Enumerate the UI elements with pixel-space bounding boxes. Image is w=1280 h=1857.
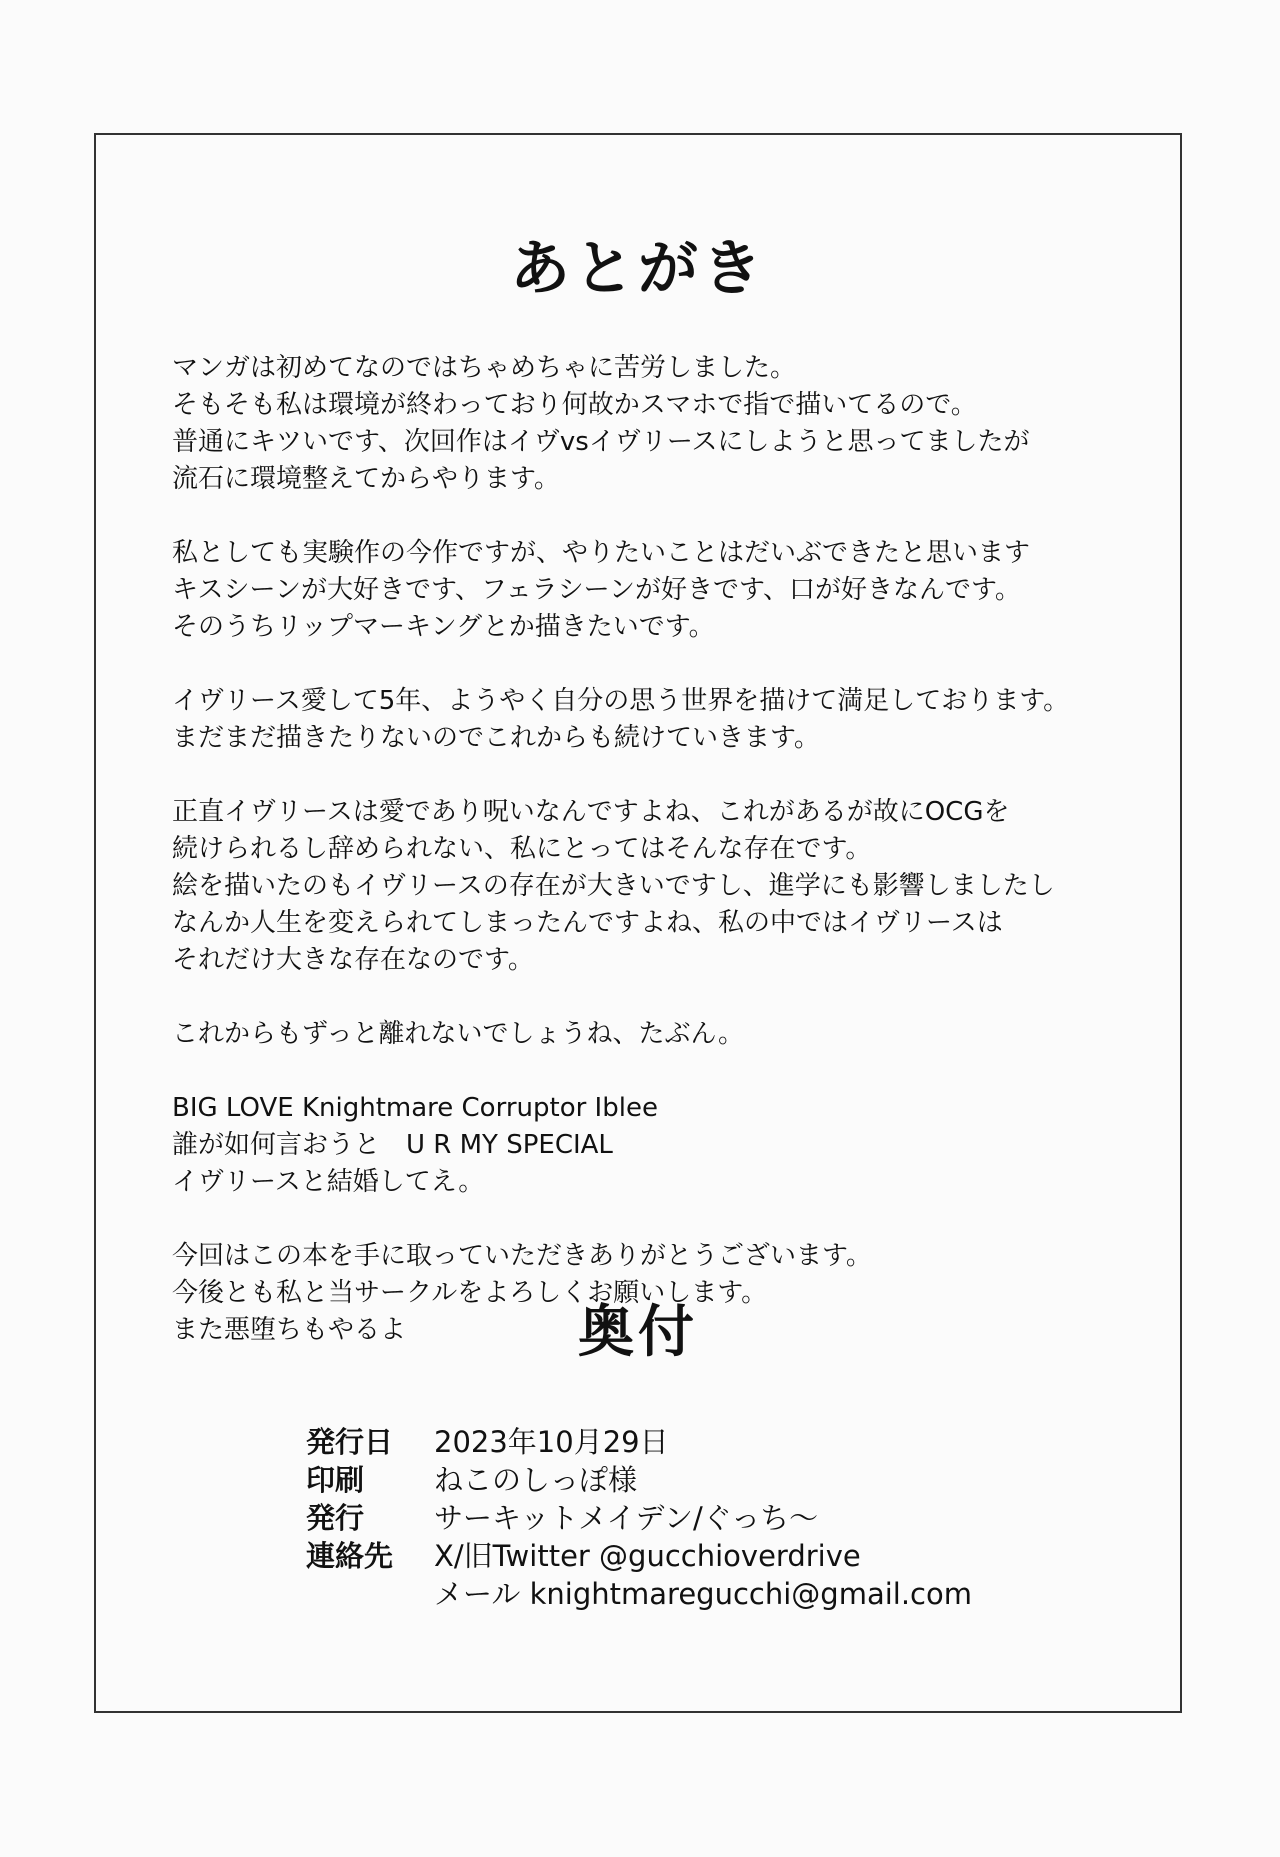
text-line: 絵を描いたのもイヴリースの存在が大きいですし、進学にも影響しましたし [172, 871, 1055, 901]
colophon-title: 奥付 [578, 1300, 698, 1365]
colophon-row-issue-date [306, 1423, 972, 1461]
colophon-row-contact [306, 1537, 972, 1575]
text-line: BIG LOVE Knightmare Corruptor Iblee [172, 1093, 658, 1123]
text-line: そもそも私は環境が終わっており何故かスマホで指で描いてるので。 [172, 390, 977, 420]
colophon-value: サーキットメイデン/ぐっち〜 [434, 1501, 819, 1535]
text-line: これからもずっと離れないでしょうね、たぶん。 [172, 1019, 745, 1049]
text-line: マンガは初めてなのではちゃめちゃに苦労しました。 [172, 353, 797, 383]
text-line: 正直イヴリースは愛であり呪いなんですよね、これがあるが故にOCGを [172, 797, 1010, 827]
text-line: 私としても実験作の今作ですが、やりたいことはだいぶできたと思います [172, 538, 1031, 568]
text-line: イヴリース愛して5年、ようやく自分の思う世界を描けて満足しております。 [172, 686, 1070, 716]
colophon-key: 連絡先 [306, 1539, 394, 1573]
text-line: 誰が如何言おうと U R MY SPECIAL [172, 1130, 613, 1160]
text-line: 今回はこの本を手に取っていただきありがとうございます。 [172, 1241, 872, 1271]
text-line: 流石に環境整えてからやります。 [172, 464, 560, 494]
paragraph [172, 683, 1172, 757]
colophon-key: 発行日 [306, 1425, 394, 1459]
afterword-title: あとがき [510, 234, 766, 304]
colophon-value: メール knightmaregucchi@gmail.com [434, 1577, 972, 1611]
colophon-value: ねこのしっぽ様 [434, 1463, 638, 1497]
paragraph [172, 535, 1172, 646]
text-line: また悪堕ちもやるよ [172, 1315, 407, 1345]
paragraph [172, 1090, 1172, 1201]
colophon-table [306, 1423, 972, 1613]
afterword-body [172, 350, 1172, 1349]
colophon-key: 印刷 [306, 1463, 365, 1497]
text-line: 今後とも私と当サークルをよろしくお願いします。 [172, 1278, 768, 1308]
paragraph [172, 794, 1172, 979]
colophon-value: X/旧Twitter @gucchioverdrive [434, 1539, 861, 1573]
paragraph [172, 1016, 1172, 1053]
text-line: まだまだ描きたりないのでこれからも続けていきます。 [172, 723, 820, 753]
text-line: そのうちリップマーキングとか描きたいです。 [172, 612, 715, 642]
text-line: なんか人生を変えられてしまったんですよね、私の中ではイヴリースは [172, 908, 1003, 938]
text-line: 普通にキツいです、次回作はイヴvsイヴリースにしようと思ってましたが [172, 427, 1030, 457]
colophon-value: 2023年10月29日 [434, 1425, 669, 1459]
text-line: キスシーンが大好きです、フェラシーンが好きです、口が好きなんです。 [172, 575, 1021, 605]
colophon-row-publisher [306, 1499, 972, 1537]
paragraph [172, 350, 1172, 498]
colophon-key: 発行 [306, 1501, 365, 1535]
colophon-row-email [306, 1575, 972, 1613]
page-frame [94, 133, 1182, 1713]
text-line: 続けられるし辞められない、私にとってはそんな存在です。 [172, 834, 872, 864]
colophon-row-printing [306, 1461, 972, 1499]
text-line: それだけ大きな存在なのです。 [172, 945, 534, 975]
text-line: イヴリースと結婚してえ。 [172, 1167, 485, 1197]
